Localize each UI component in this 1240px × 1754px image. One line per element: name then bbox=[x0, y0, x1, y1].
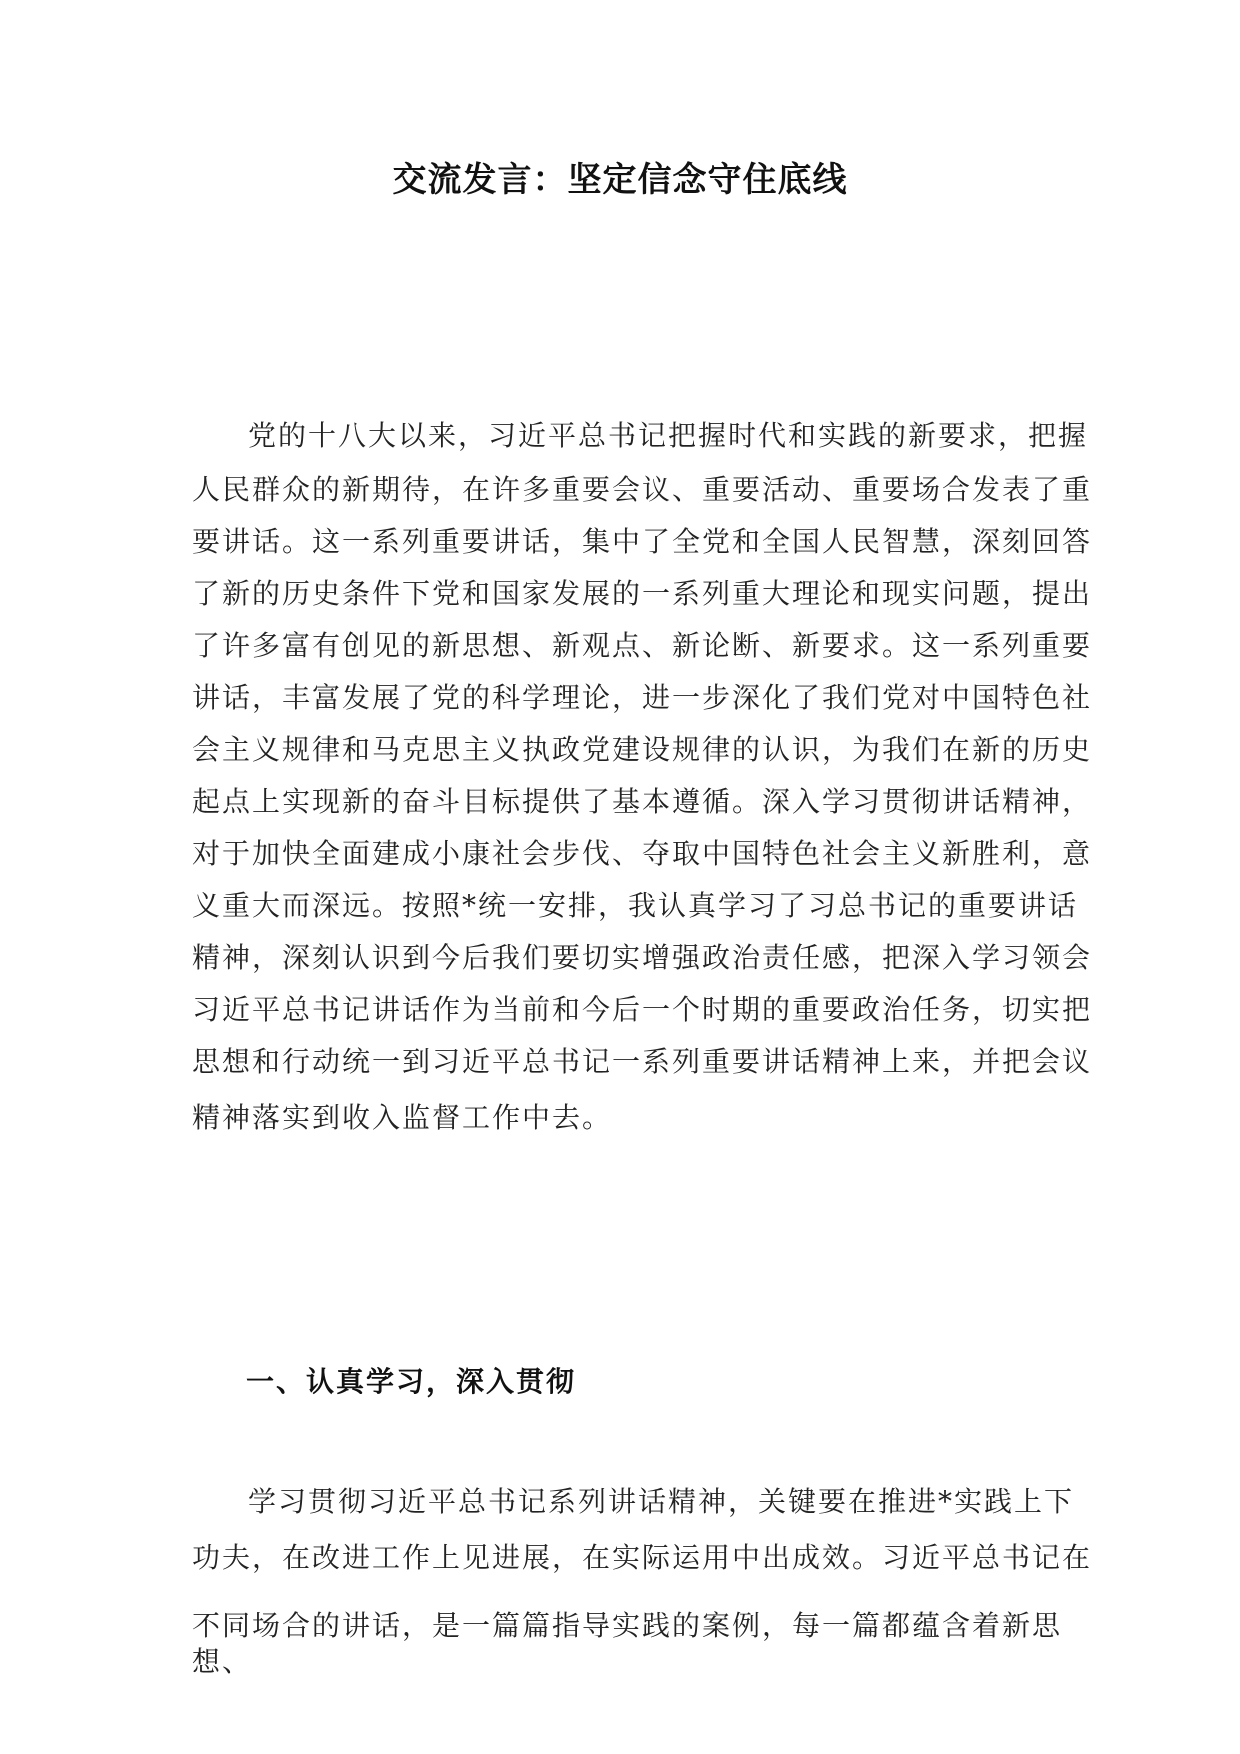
paragraph-line: 不同场合的讲话，是一篇篇指导实践的案例，每一篇都蕴含着新思 bbox=[192, 1609, 1063, 1642]
paragraph-line: 讲话，丰富发展了党的科学理论，进一步深化了我们党对中国特色社 bbox=[192, 681, 1093, 714]
document-title: 交流发言：坚定信念守住底线 bbox=[392, 160, 848, 200]
paragraph-line: 起点上实现新的奋斗目标提供了基本遵循。深入学习贯彻讲话精神， bbox=[192, 785, 1093, 818]
paragraph-line: 学习贯彻习近平总书记系列讲话精神，关键要在推进*实践上下 bbox=[248, 1485, 1075, 1518]
paragraph-line: 了许多富有创见的新思想、新观点、新论断、新要求。这一系列重要 bbox=[192, 629, 1093, 662]
paragraph-line: 精神落实到收入监督工作中去。 bbox=[192, 1101, 613, 1134]
paragraph-line: 对于加快全面建成小康社会步伐、夺取中国特色社会主义新胜利，意 bbox=[192, 837, 1093, 870]
paragraph-line: 人民群众的新期待，在许多重要会议、重要活动、重要场合发表了重 bbox=[192, 473, 1093, 506]
paragraph-line: 会主义规律和马克思主义执政党建设规律的认识，为我们在新的历史 bbox=[192, 733, 1093, 766]
paragraph-line: 习近平总书记讲话作为当前和今后一个时期的重要政治任务，切实把 bbox=[192, 993, 1093, 1026]
section-heading: 一、认真学习，深入贯彻 bbox=[246, 1365, 577, 1398]
paragraph-line: 党的十八大以来，习近平总书记把握时代和实践的新要求，把握 bbox=[248, 419, 1089, 452]
paragraph-line: 要讲话。这一系列重要讲话，集中了全党和全国人民智慧，深刻回答 bbox=[192, 525, 1093, 558]
paragraph-line: 了新的历史条件下党和国家发展的一系列重大理论和现实问题，提出 bbox=[192, 577, 1093, 610]
paragraph-line: 功夫，在改进工作上见进展，在实际运用中出成效。习近平总书记在 bbox=[192, 1541, 1093, 1574]
paragraph-line: 义重大而深远。按照*统一安排，我认真学习了习总书记的重要讲话 bbox=[192, 889, 1079, 922]
paragraph-line: 想、 bbox=[192, 1645, 253, 1678]
paragraph-line: 精神，深刻认识到今后我们要切实增强政治责任感，把深入学习领会 bbox=[192, 941, 1093, 974]
paragraph-line: 思想和行动统一到习近平总书记一系列重要讲话精神上来，并把会议 bbox=[192, 1045, 1093, 1078]
